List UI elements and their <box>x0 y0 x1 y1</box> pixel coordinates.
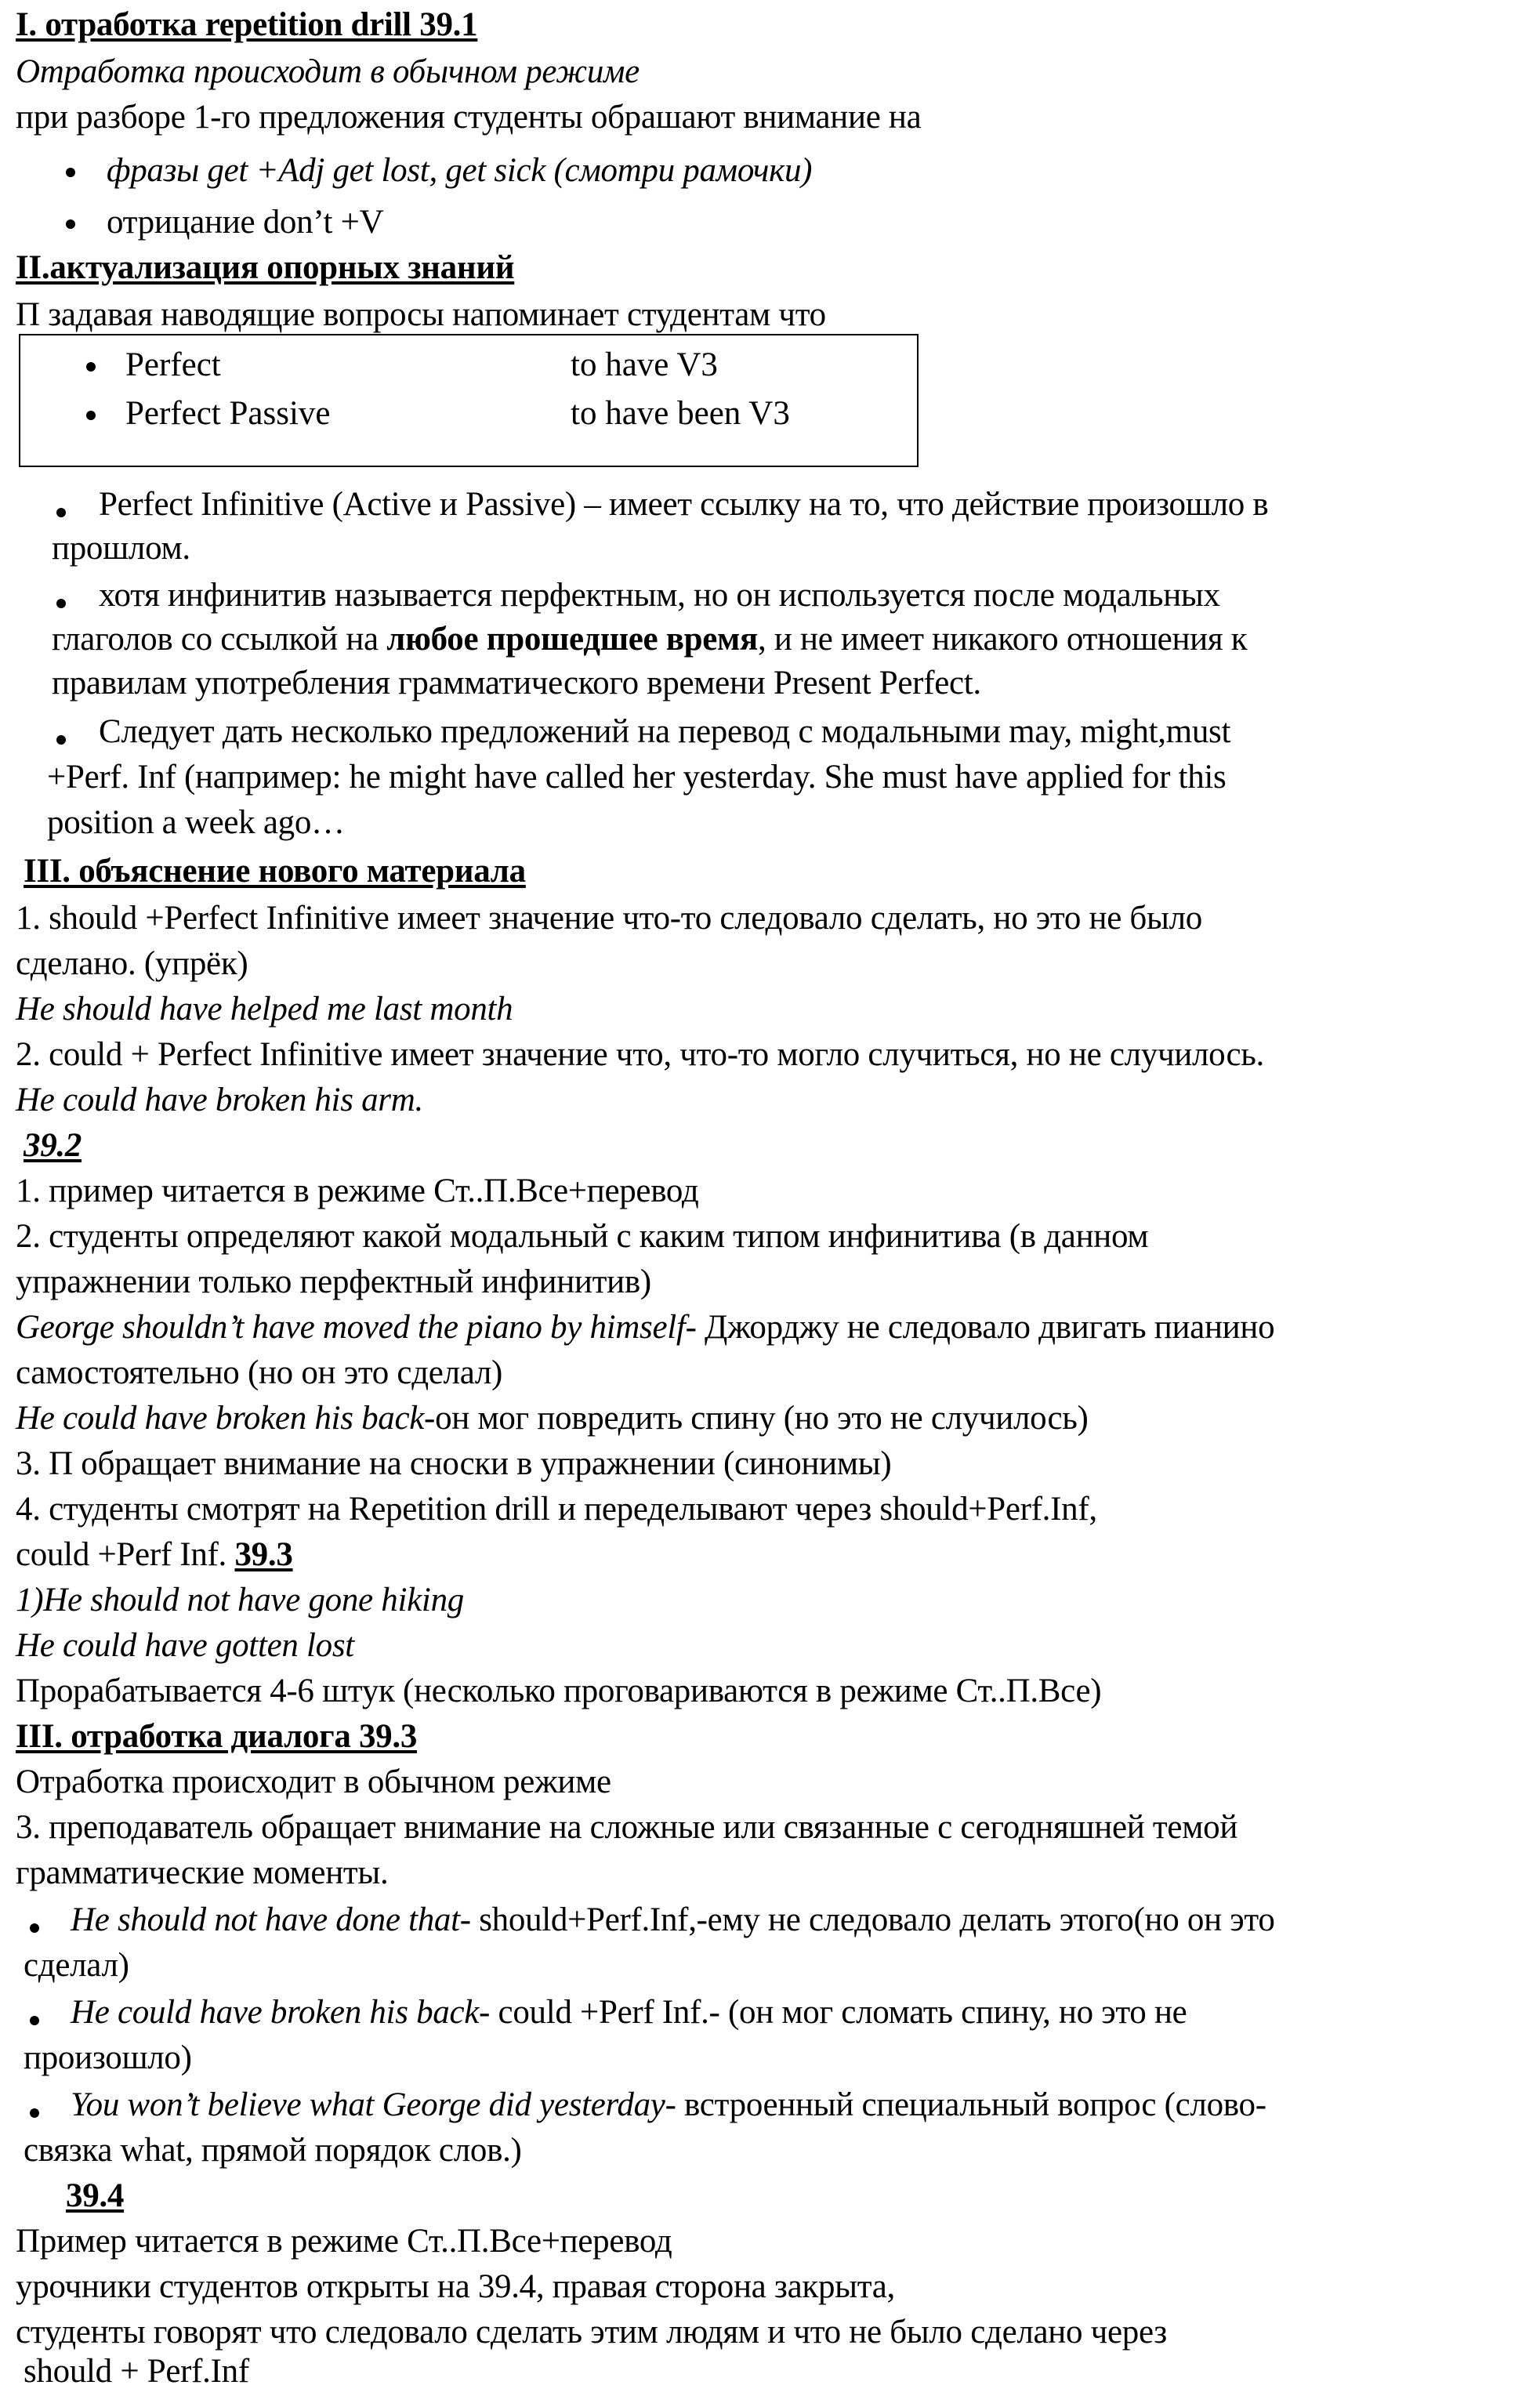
section-2-heading: II.актуализация опорных знаний <box>16 249 515 286</box>
example-sentence: He could have gotten lost <box>16 1627 354 1664</box>
text-line: самостоятельно (но он это сделал) <box>16 1354 503 1391</box>
text-line: правилам употребления грамматического времени Present Perfect. <box>52 665 981 701</box>
text-line: 4. студенты смотрят на Repetition drill и переделывают через should+Perf.Inf, <box>16 1491 1097 1528</box>
exercise-39-2-heading: 39.2 <box>24 1127 82 1164</box>
text-line: связка what, прямой порядок слов.) <box>24 2132 522 2169</box>
example-sentence: You won’t believe what George did yesterday- <box>71 2086 676 2123</box>
text-line: Следует дать несколько предложений на перевод с модальными may, might,must <box>99 713 1231 750</box>
bullet-icon <box>56 508 66 517</box>
explanation-text: should+Perf.Inf,-ему не следовало делать этого(но он это <box>470 1901 1275 1938</box>
text-line: Отработка происходит в обычном режиме <box>16 53 640 90</box>
explanation-text: could +Perf Inf.- (он мог сломать спину, но это не <box>490 1994 1187 2031</box>
text-line <box>16 1398 1089 1439</box>
translation-text: Джорджу не следовало двигать пианино <box>696 1309 1275 1346</box>
section-3-heading: III. объяснение нового материала <box>24 853 526 890</box>
exercise-39-4-heading: 39.4 <box>66 2177 125 2214</box>
text-line: 1. пример читается в режиме Ст..П.Все+перевод <box>16 1173 699 1209</box>
text-line: урочники студентов открыты на 39.4, правая сторона закрыта, <box>16 2268 895 2305</box>
text-line: 1. should +Perfect Infinitive имеет значение что-то следовало сделать, но это не было <box>16 900 1202 937</box>
text-fragment: could +Perf Inf. <box>16 1536 235 1573</box>
example-sentence: 1)He should not have gone hiking <box>16 1582 464 1618</box>
bullet-icon <box>30 2016 39 2025</box>
text-fragment: , и не имеет никакого отношения к <box>758 621 1248 658</box>
text-line <box>71 1900 1275 1941</box>
text-line: упражнении только перфектный инфинитив) <box>16 1263 651 1300</box>
text-line: сделано. (упрёк) <box>16 945 248 982</box>
text-line: 3. П обращает внимание на сноски в упражнении (синонимы) <box>16 1445 892 1482</box>
bullet-icon <box>56 735 66 745</box>
text-line: +Perf. Inf (например: he might have called her yesterday. She must have applied for this <box>47 759 1227 796</box>
section-1-heading: I. отработка repetition drill 39.1 <box>16 6 478 43</box>
bullet-icon <box>30 1923 39 1933</box>
box-form: to have been V3 <box>571 395 790 432</box>
emphasis-text: любое прошедшее время <box>386 621 758 658</box>
exercise-ref: 39.3 <box>234 1536 293 1573</box>
bullet-text: фразы get +Adj get lost, get sick (смотри рамочки) <box>107 152 813 189</box>
text-line: сделал) <box>24 1947 129 1984</box>
example-sentence: He could have broken his arm. <box>16 1082 423 1118</box>
text-line <box>71 2085 1266 2126</box>
box-term: Perfect Passive <box>125 395 331 432</box>
text-line <box>16 1535 293 1575</box>
section-4-heading: III. отработка диалога 39.3 <box>16 1718 418 1755</box>
explanation-text: встроенный специальный вопрос (слово- <box>676 2086 1266 2123</box>
text-line <box>52 619 1247 660</box>
text-line: П задавая наводящие вопросы напоминает студентам что <box>16 296 826 333</box>
bullet-icon <box>30 2108 39 2118</box>
box-term: Perfect <box>125 346 221 383</box>
text-line: прошлом. <box>52 530 190 567</box>
bullet-icon <box>86 411 96 420</box>
example-sentence: He could have broken his back- <box>16 1400 436 1437</box>
translation-text: он мог повредить спину (но это не случилось) <box>435 1400 1089 1437</box>
text-line: грамматические моменты. <box>16 1854 389 1891</box>
example-sentence: He should not have done that- <box>71 1901 471 1938</box>
text-line: Прорабатывается 4-6 штук (несколько проговариваются в режиме Ст..П.Все) <box>16 1673 1102 1709</box>
text-fragment: глаголов со ссылкой на <box>52 621 387 658</box>
text-line: хотя инфинитив называется перфектным, но он используется после модальных <box>99 577 1220 614</box>
box-form: to have V3 <box>571 346 718 383</box>
text-line <box>16 1307 1274 1348</box>
example-sentence: He could have broken his back- <box>71 1994 491 2031</box>
example-sentence: He should have helped me last month <box>16 991 513 1028</box>
text-line: Отработка происходит в обычном режиме <box>16 1763 611 1800</box>
bullet-icon <box>66 219 75 229</box>
bullet-icon <box>66 168 75 177</box>
text-line: 2. студенты определяют какой модальный с каким типом инфинитива (в данном <box>16 1218 1149 1255</box>
text-line: 3. преподаватель обращает внимание на сложные или связанные с сегодняшней темой <box>16 1809 1238 1846</box>
text-line <box>71 1992 1187 2033</box>
text-line: Perfect Infinitive (Active и Passive) – имеет ссылку на то, что действие произошло в <box>99 486 1269 523</box>
text-line: Пример читается в режиме Ст..П.Все+перевод <box>16 2223 672 2260</box>
text-line: position a week ago… <box>47 804 345 841</box>
bullet-icon <box>56 599 66 608</box>
bullet-text: отрицание don’t +V <box>107 204 384 241</box>
text-line: should + Perf.Inf <box>24 2353 249 2390</box>
text-line: 2. could + Perfect Infinitive имеет значение что, что-то могло случиться, но не случилось. <box>16 1036 1264 1073</box>
text-line: студенты говорят что следовало сделать этим людям и что не было сделано через <box>16 2314 1167 2351</box>
example-sentence: George shouldn’t have moved the piano by himself- <box>16 1309 697 1346</box>
bullet-icon <box>86 362 96 372</box>
text-line: при разборе 1-го предложения студенты обрашают внимание на <box>16 99 922 136</box>
text-line: произошло) <box>24 2039 192 2076</box>
